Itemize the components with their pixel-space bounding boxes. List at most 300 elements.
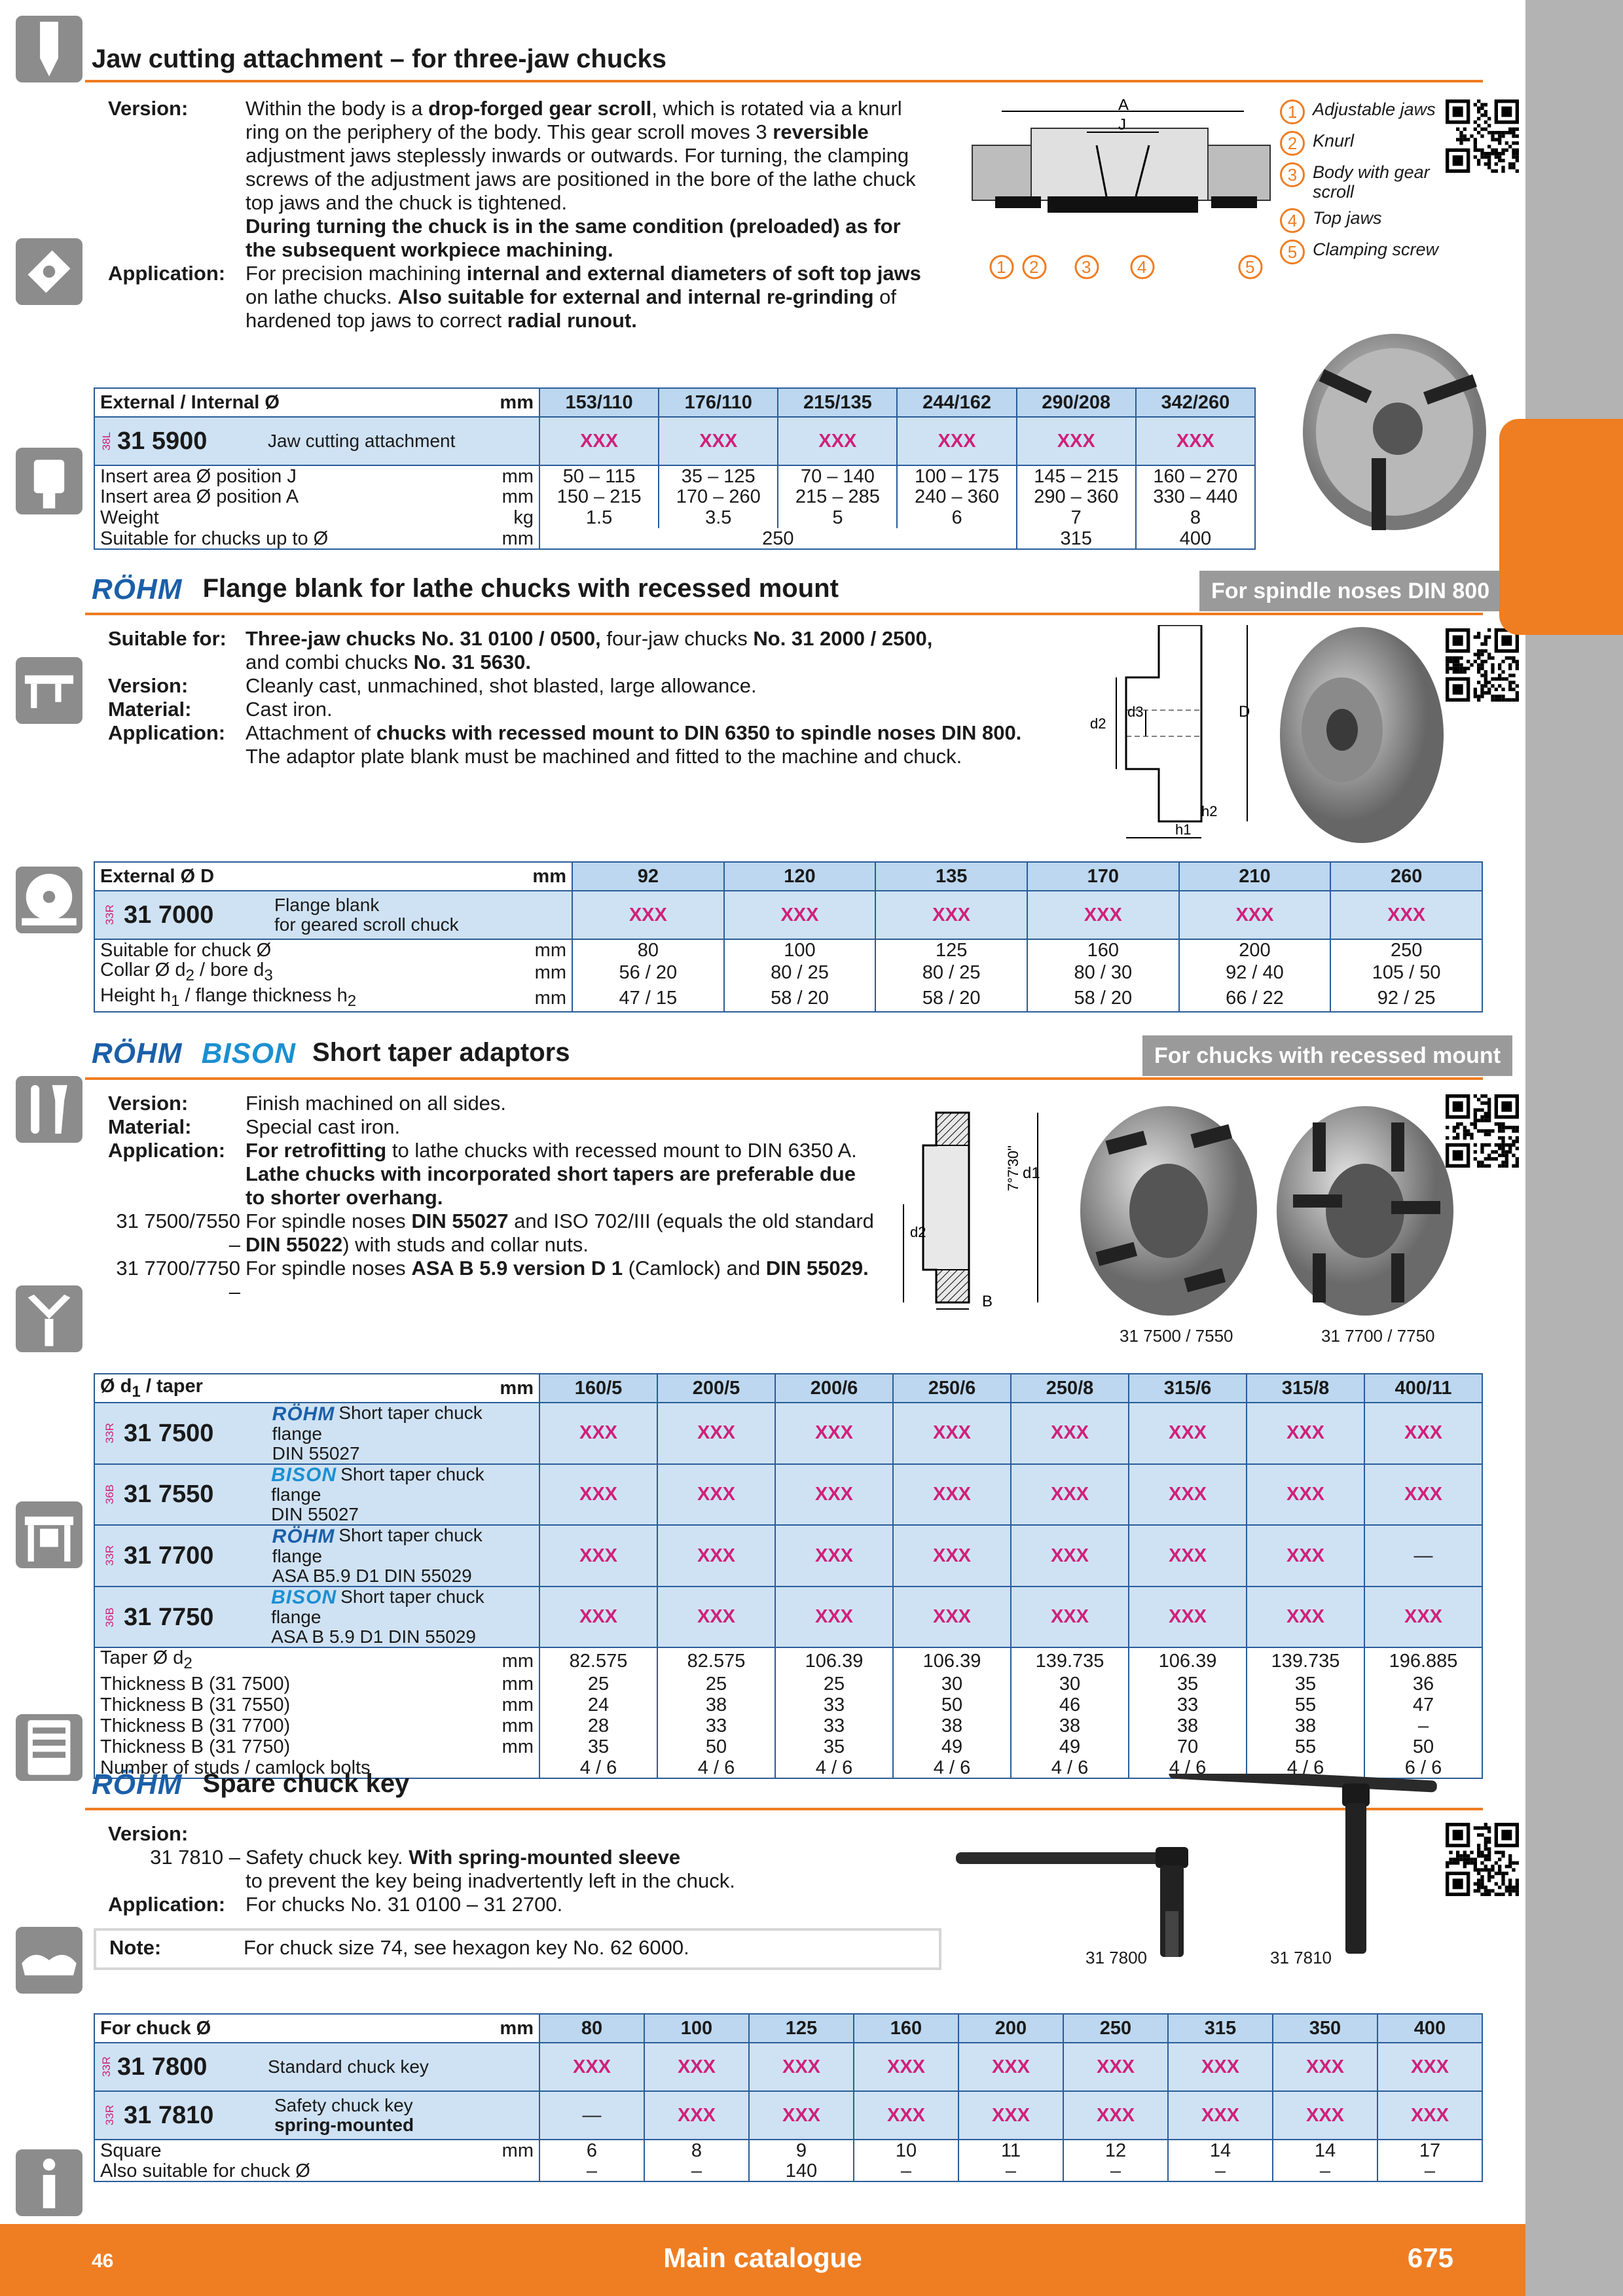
price-cell: XXX bbox=[644, 2091, 749, 2140]
chapter-tab-9[interactable] bbox=[13, 1712, 85, 1869]
short-taper-photo-7700 bbox=[1267, 1096, 1457, 1319]
spec-value: 47 / 15 bbox=[572, 986, 724, 1012]
header-unit: mm bbox=[461, 388, 539, 417]
price-cell: XXX bbox=[657, 1525, 775, 1587]
desc-row bbox=[108, 1257, 874, 1304]
spec-value: 70 – 140 bbox=[778, 465, 897, 486]
header-col: 153/110 bbox=[539, 388, 659, 417]
spec-value: 170 – 260 bbox=[659, 486, 778, 507]
header-col: 244/162 bbox=[897, 388, 1016, 417]
price-cell: XXX bbox=[539, 1587, 657, 1648]
section3-tag: For chucks with recessed mount bbox=[1142, 1035, 1512, 1076]
spec-value: 82.575 bbox=[539, 1647, 657, 1674]
chapter-sidebar bbox=[1525, 0, 1623, 2296]
price-cell: XXX bbox=[1063, 2043, 1168, 2091]
legend-text: Top jaws bbox=[1313, 208, 1382, 228]
spec-value: 14 bbox=[1273, 2140, 1377, 2161]
price-cell: XXX bbox=[1168, 2043, 1273, 2091]
price-cell: XXX bbox=[1129, 1587, 1247, 1648]
spec-value: 200 bbox=[1179, 939, 1331, 960]
qr-code-icon bbox=[1446, 1094, 1519, 1168]
article-row bbox=[94, 1587, 1482, 1648]
spec-value: – bbox=[539, 2161, 644, 2181]
chapter-tab-2[interactable] bbox=[13, 236, 85, 393]
chapter-tab-i[interactable] bbox=[13, 2147, 85, 2219]
price-cell: XXX bbox=[1011, 1403, 1129, 1464]
section4-title-text: Spare chuck key bbox=[202, 1768, 410, 1798]
desc-row bbox=[108, 97, 926, 262]
desc-row bbox=[108, 1210, 874, 1257]
price-cell: XXX bbox=[1168, 2091, 1273, 2140]
spec-value: 66 / 22 bbox=[1179, 986, 1331, 1012]
spec-value: 35 bbox=[1129, 1674, 1247, 1695]
desc-label: Application: bbox=[108, 721, 226, 744]
spec-value: 46 bbox=[1011, 1695, 1129, 1715]
drawing-label-D: D bbox=[1239, 703, 1250, 721]
section2-title-text: Flange blank for lathe chucks with recessed mount bbox=[202, 573, 839, 603]
drawing-label-angle: 7°7'30" bbox=[1005, 1145, 1021, 1191]
spec-value: 35 bbox=[775, 1736, 893, 1757]
header-col: 200 bbox=[958, 2014, 1063, 2043]
chapter-number: 9 bbox=[31, 1789, 67, 1863]
spec-value: 38 bbox=[1011, 1715, 1129, 1736]
article-row bbox=[94, 1525, 1482, 1587]
spec-unit: mm bbox=[461, 465, 539, 486]
spec-value: 35 bbox=[1247, 1674, 1364, 1695]
header-col: 92 bbox=[572, 862, 724, 891]
drawing-label-d3: d3 bbox=[1127, 704, 1144, 720]
spec-value: 58 / 20 bbox=[875, 986, 1027, 1012]
spec-value: 38 bbox=[1129, 1715, 1247, 1736]
drawing-num-2: 2 bbox=[1029, 257, 1039, 277]
spec-row bbox=[94, 507, 1255, 528]
spec-value: 4 / 6 bbox=[1247, 1757, 1364, 1778]
spec-row bbox=[94, 986, 1482, 1012]
chapter-tab-6[interactable] bbox=[13, 1073, 85, 1230]
price-cell: XXX bbox=[1273, 2091, 1377, 2140]
chapter-number: 4 bbox=[31, 732, 67, 806]
header-col: 290/208 bbox=[1017, 388, 1136, 417]
spec-value: 49 bbox=[1011, 1736, 1129, 1757]
spec-value: 9 bbox=[749, 2140, 854, 2161]
desc-text: For spindle noses DIN 55027 and ISO 702/III (equals the old standard DIN 55022) with studs and collar nuts. bbox=[246, 1210, 874, 1256]
flange-blank-photo bbox=[1270, 619, 1447, 848]
chapter-tab-4[interactable] bbox=[13, 655, 85, 812]
price-cell: XXX bbox=[958, 2091, 1063, 2140]
chapter-number: 0 bbox=[31, 2002, 67, 2075]
spec-label: Insert area Ø position J bbox=[94, 465, 461, 486]
spec-value: 330 – 440 bbox=[1136, 486, 1255, 507]
desc-label: Version: bbox=[108, 97, 189, 120]
chapter-tab-1[interactable] bbox=[13, 13, 85, 170]
price-cell: XXX bbox=[1364, 1403, 1482, 1464]
spec-value: 58 / 20 bbox=[1027, 986, 1179, 1012]
spec-value: 30 bbox=[1011, 1674, 1129, 1695]
caption-317800: 31 7800 bbox=[1085, 1948, 1147, 1967]
spec-value: 36 bbox=[1364, 1674, 1482, 1695]
article-label: 36B 31 7550 BISON Short taper chuck flange DIN 55027 bbox=[94, 1464, 539, 1526]
spec-value: 105 / 50 bbox=[1330, 960, 1482, 986]
note-label: Note: bbox=[109, 1936, 162, 1959]
drawing-label-j: J bbox=[1118, 116, 1126, 134]
header-label: External / Internal Ø bbox=[94, 388, 461, 417]
header-col: 400/11 bbox=[1364, 1374, 1482, 1403]
safety-glasses-icon bbox=[13, 1924, 85, 1996]
spec-row bbox=[94, 1736, 1482, 1757]
spec-label: Weight bbox=[94, 507, 461, 528]
price-cell: XXX bbox=[893, 1403, 1011, 1464]
price-cell: XXX bbox=[1364, 1587, 1482, 1648]
legend-text: Clamping screw bbox=[1313, 240, 1439, 259]
header-col: 125 bbox=[749, 2014, 854, 2043]
header-unit: mm bbox=[461, 2014, 539, 2043]
spec-value: – bbox=[1168, 2161, 1273, 2181]
spec-unit bbox=[461, 2161, 539, 2181]
price-cell: XXX bbox=[1247, 1464, 1364, 1526]
spec-row bbox=[94, 1715, 1482, 1736]
desc-text: Cleanly cast, unmachined, shot blasted, large allowance. bbox=[246, 674, 757, 697]
article-label: 36B 31 7750 BISON Short taper chuck flange ASA B 5.9 D1 DIN 55029 bbox=[94, 1587, 539, 1648]
pliers-icon bbox=[13, 1283, 85, 1355]
legend-item bbox=[1280, 162, 1457, 202]
caption-317700: 31 7700 / 7750 bbox=[1321, 1326, 1435, 1346]
price-cell: XXX bbox=[657, 1587, 775, 1648]
spec-label: Thickness B (31 7500) bbox=[94, 1674, 461, 1695]
header-col: 260 bbox=[1330, 862, 1482, 891]
spec-unit: mm bbox=[461, 1674, 539, 1695]
desc-label: Material: bbox=[108, 698, 192, 721]
chuck-key-table bbox=[94, 2013, 1483, 2182]
drawing-num-4: 4 bbox=[1137, 257, 1147, 277]
spec-value: 17 bbox=[1377, 2140, 1482, 2161]
spec-value: – bbox=[1377, 2161, 1482, 2181]
spec-value: 139.735 bbox=[1011, 1647, 1129, 1674]
spec-row bbox=[94, 486, 1255, 507]
qr-code-4[interactable] bbox=[1446, 1823, 1519, 1896]
spec-value: 250 bbox=[539, 528, 1017, 549]
price-cell: XXX bbox=[1011, 1587, 1129, 1648]
caption-317810: 31 7810 bbox=[1270, 1948, 1332, 1967]
desc-label: 31 7700/7750 – bbox=[116, 1257, 240, 1303]
section4-description bbox=[108, 1822, 926, 1916]
spec-unit: mm bbox=[461, 2140, 539, 2161]
drawing-label-d2: d2 bbox=[910, 1224, 926, 1240]
spec-label: Also suitable for chuck Ø bbox=[94, 2161, 461, 2181]
chapter-tab-7[interactable] bbox=[13, 1283, 85, 1440]
price-cell: XXX bbox=[1247, 1525, 1364, 1587]
spec-value: 4 / 6 bbox=[775, 1757, 893, 1778]
desc-row bbox=[108, 1822, 926, 1846]
legend-text: Body with gear scroll bbox=[1313, 162, 1430, 202]
qr-code-2[interactable] bbox=[1446, 628, 1519, 702]
chapter-tab-0[interactable] bbox=[13, 1924, 85, 2081]
qr-code-3[interactable] bbox=[1446, 1094, 1519, 1168]
desc-text bbox=[246, 1822, 926, 1846]
spec-value: 106.39 bbox=[1129, 1647, 1247, 1674]
spec-unit bbox=[461, 1757, 539, 1778]
price-cell: XXX bbox=[854, 2043, 958, 2091]
header-col: 135 bbox=[875, 862, 1027, 891]
spec-value: 56 / 20 bbox=[572, 960, 724, 986]
price-cell: XXX bbox=[897, 417, 1016, 465]
desc-text: Cast iron. bbox=[246, 698, 333, 721]
drawing-label-b: B bbox=[982, 1293, 993, 1310]
price-cell: XXX bbox=[1063, 2091, 1168, 2140]
spec-value: 4 / 6 bbox=[1129, 1757, 1247, 1778]
desc-row bbox=[108, 674, 1090, 698]
spec-unit: mm bbox=[461, 1695, 539, 1715]
desc-label: Material: bbox=[108, 1115, 192, 1138]
desc-label: Application: bbox=[108, 1139, 226, 1162]
legend-number: 1 bbox=[1280, 99, 1305, 124]
spec-unit: mm bbox=[494, 960, 572, 986]
section3-rule bbox=[85, 1077, 1483, 1080]
price-cell: XXX bbox=[893, 1464, 1011, 1526]
price-cell: XXX bbox=[958, 2043, 1063, 2091]
spec-value: 250 bbox=[1330, 939, 1482, 960]
price-cell: XXX bbox=[539, 417, 659, 465]
price-cell: XXX bbox=[539, 2043, 644, 2091]
section4-title bbox=[92, 1768, 409, 1801]
price-cell: XXX bbox=[1129, 1525, 1247, 1587]
chapter-number: 5 bbox=[31, 942, 67, 1015]
insert-icon bbox=[13, 236, 85, 308]
spec-value: 25 bbox=[657, 1674, 775, 1695]
spec-unit: mm bbox=[461, 486, 539, 507]
qr-code-1[interactable] bbox=[1446, 99, 1519, 173]
desc-text: For spindle noses ASA B 5.9 version D 1 (Camlock) and DIN 55029. bbox=[246, 1257, 869, 1280]
header-col: 250 bbox=[1063, 2014, 1168, 2043]
desc-row bbox=[108, 721, 1090, 768]
chapter-tab-8[interactable] bbox=[13, 1499, 85, 1656]
spec-value: 30 bbox=[893, 1674, 1011, 1695]
price-cell: XXX bbox=[1247, 1587, 1364, 1648]
spec-value: 58 / 20 bbox=[724, 986, 876, 1012]
spec-value: 6 bbox=[539, 2140, 644, 2161]
legend-item bbox=[1280, 240, 1457, 264]
page-number-left: 46 bbox=[92, 2250, 114, 2272]
chuck-icon bbox=[13, 445, 85, 517]
spec-value: 50 bbox=[657, 1736, 775, 1757]
price-cell: XXX bbox=[644, 2043, 749, 2091]
price-cell: XXX bbox=[875, 891, 1027, 939]
price-cell: XXX bbox=[893, 1587, 1011, 1648]
caliper-icon bbox=[13, 655, 85, 726]
desc-label: Version: bbox=[108, 1822, 189, 1845]
price-cell: XXX bbox=[749, 2043, 854, 2091]
price-cell: XXX bbox=[775, 1587, 893, 1648]
section2-rule bbox=[85, 613, 1483, 615]
header-col: 200/5 bbox=[657, 1374, 775, 1403]
legend-number: 2 bbox=[1280, 131, 1305, 156]
spec-row bbox=[94, 960, 1482, 986]
rohm-logo: RÖHM bbox=[92, 1037, 183, 1069]
spec-value: 5 bbox=[778, 507, 897, 528]
spec-label: Number of studs / camlock bolts bbox=[94, 1757, 461, 1778]
spec-value: – bbox=[1273, 2161, 1377, 2181]
spec-value: 47 bbox=[1364, 1695, 1482, 1715]
header-col: 250/6 bbox=[893, 1374, 1011, 1403]
spec-value: 11 bbox=[958, 2140, 1063, 2161]
qr-code-icon bbox=[1446, 1823, 1519, 1896]
spec-value: 33 bbox=[775, 1715, 893, 1736]
spec-value: 400 bbox=[1136, 528, 1255, 549]
spec-label: Suitable for chuck Ø bbox=[94, 939, 494, 960]
article-label: 38L 31 5900 Jaw cutting attachment bbox=[94, 417, 539, 465]
drawing-label-a: A bbox=[1118, 98, 1129, 114]
article-label: 33R 31 7800 Standard chuck key bbox=[94, 2043, 539, 2091]
short-taper-table bbox=[94, 1373, 1483, 1779]
chapter-number: 8 bbox=[31, 1577, 67, 1650]
article-row bbox=[94, 2091, 1482, 2140]
spec-value: 4 / 6 bbox=[893, 1757, 1011, 1778]
chapter-tab-3[interactable] bbox=[13, 445, 85, 602]
price-cell: XXX bbox=[1027, 891, 1179, 939]
drawing-label-h1: h1 bbox=[1175, 821, 1192, 838]
header-col: 342/260 bbox=[1136, 388, 1255, 417]
jaw-cutting-legend bbox=[1280, 99, 1457, 271]
spec-value: 38 bbox=[1247, 1715, 1364, 1736]
article-label: 33R 31 7810 Safety chuck key spring-mounted bbox=[94, 2091, 539, 2140]
price-cell: XXX bbox=[775, 1525, 893, 1587]
spec-value: 6 bbox=[897, 507, 1016, 528]
spec-value: 3.5 bbox=[659, 507, 778, 528]
table-header-row bbox=[94, 862, 1482, 891]
desc-text: For retrofitting to lathe chucks with recessed mount to DIN 6350 A. Lathe chucks with incorporated short tapers are preferable due to shorter overhang. bbox=[246, 1139, 857, 1209]
jaw-cutting-drawing bbox=[969, 98, 1277, 281]
spec-value: 6 / 6 bbox=[1364, 1757, 1482, 1778]
price-cell: XXX bbox=[1011, 1525, 1129, 1587]
spec-value: 7 bbox=[1017, 507, 1136, 528]
note-box bbox=[94, 1928, 941, 1970]
spec-value: 100 – 175 bbox=[897, 465, 1016, 486]
header-unit: mm bbox=[461, 1374, 539, 1403]
desc-row bbox=[108, 1092, 874, 1115]
desc-row bbox=[108, 1115, 874, 1139]
desc-label: 31 7810 – bbox=[150, 1846, 240, 1869]
spec-value: 50 – 115 bbox=[539, 465, 659, 486]
price-cell: XXX bbox=[1364, 1464, 1482, 1526]
section2-title bbox=[92, 573, 839, 606]
price-cell: XXX bbox=[1377, 2043, 1482, 2091]
price-cell: XXX bbox=[724, 891, 876, 939]
page-footer bbox=[0, 2224, 1525, 2296]
cabinet-icon bbox=[13, 1712, 85, 1784]
spec-row bbox=[94, 465, 1255, 486]
drawing-label-d1: d1 bbox=[1023, 1164, 1040, 1182]
spec-row bbox=[94, 528, 1255, 549]
legend-number: 5 bbox=[1280, 240, 1305, 264]
header-unit: mm bbox=[494, 862, 572, 891]
price-cell: XXX bbox=[1330, 891, 1482, 939]
chapter-number: 6 bbox=[31, 1151, 67, 1225]
spec-value: 106.39 bbox=[775, 1647, 893, 1674]
table-header-row bbox=[94, 1374, 1482, 1403]
spec-value: 4 / 6 bbox=[539, 1757, 657, 1778]
drawing-num-5: 5 bbox=[1245, 257, 1255, 277]
desc-text: Special cast iron. bbox=[246, 1115, 401, 1138]
header-col: 120 bbox=[724, 862, 876, 891]
price-cell: XXX bbox=[539, 1525, 657, 1587]
spec-label: Insert area Ø position A bbox=[94, 486, 461, 507]
spec-unit: kg bbox=[461, 507, 539, 528]
spec-row bbox=[94, 1695, 1482, 1715]
header-col: 350 bbox=[1273, 2014, 1377, 2043]
spec-value: – bbox=[1364, 1715, 1482, 1736]
spec-unit: mm bbox=[494, 986, 572, 1012]
grinding-disc-icon bbox=[13, 864, 85, 936]
price-cell: XXX bbox=[1011, 1464, 1129, 1526]
desc-text: Three-jaw chucks No. 31 0100 / 0500, four-jaw chucks No. 31 2000 / 2500, and combi chucks No. 31 5630. bbox=[246, 627, 933, 673]
chuck-key-photo bbox=[956, 1774, 1440, 1970]
spec-value: 70 bbox=[1129, 1736, 1247, 1757]
header-col: 100 bbox=[644, 2014, 749, 2043]
chapter-number: 3 bbox=[31, 523, 67, 596]
header-label: External Ø D bbox=[94, 862, 494, 891]
article-label: 33R 31 7000 Flange blank for geared scroll chuck bbox=[94, 891, 572, 939]
rohm-logo: RÖHM bbox=[92, 573, 183, 605]
note-text: For chuck size 74, see hexagon key No. 62 6000. bbox=[244, 1936, 689, 1959]
section1-description bbox=[108, 97, 926, 332]
rohm-logo: RÖHM bbox=[92, 1768, 183, 1801]
header-col: 215/135 bbox=[778, 388, 897, 417]
spec-label: Suitable for chucks up to Ø bbox=[94, 528, 461, 549]
spec-value: 80 bbox=[572, 939, 724, 960]
header-col: 315 bbox=[1168, 2014, 1273, 2043]
desc-text: Attachment of chucks with recessed mount to DIN 6350 to spindle noses DIN 800. The adaptor plate blank must be machined and fitted to the machine and chuck. bbox=[246, 721, 1022, 768]
spec-value: 125 bbox=[875, 939, 1027, 960]
chapter-tab-5[interactable] bbox=[13, 864, 85, 1021]
spec-value: 1.5 bbox=[539, 507, 659, 528]
price-cell: XXX bbox=[854, 2091, 958, 2140]
price-cell: XXX bbox=[893, 1525, 1011, 1587]
desc-text: For precision machining internal and external diameters of soft top jaws on lathe chucks. Also suitable for external and internal re-grinding of hardened top jaws to correct radial runout. bbox=[246, 262, 921, 332]
jaw-cutting-photo bbox=[1300, 308, 1489, 543]
section1-title: Jaw cutting attachment – for three-jaw chucks bbox=[92, 45, 666, 73]
spec-value: 55 bbox=[1247, 1695, 1364, 1715]
section3-description bbox=[108, 1092, 874, 1304]
page-number-right: 675 bbox=[1407, 2242, 1453, 2273]
qr-code-icon bbox=[1446, 628, 1519, 702]
flange-blank-table bbox=[94, 861, 1483, 1013]
spec-value: 38 bbox=[893, 1715, 1011, 1736]
header-col: 170 bbox=[1027, 862, 1179, 891]
price-cell: XXX bbox=[1017, 417, 1136, 465]
desc-text: For chucks No. 31 0100 – 31 2700. bbox=[246, 1893, 563, 1916]
legend-item bbox=[1280, 131, 1457, 156]
price-cell: — bbox=[539, 2091, 644, 2140]
desc-row bbox=[108, 1893, 926, 1916]
legend-number: 3 bbox=[1280, 162, 1305, 187]
section2-description bbox=[108, 627, 1090, 768]
legend-item bbox=[1280, 208, 1457, 233]
legend-item bbox=[1280, 99, 1457, 124]
spec-value: 55 bbox=[1247, 1736, 1364, 1757]
section2-tag: For spindle noses DIN 800 bbox=[1199, 571, 1501, 611]
spec-unit: mm bbox=[461, 1715, 539, 1736]
price-cell: XXX bbox=[1247, 1403, 1364, 1464]
spec-value: 145 – 215 bbox=[1017, 465, 1136, 486]
spec-value: 25 bbox=[539, 1674, 657, 1695]
spec-value: 50 bbox=[1364, 1736, 1482, 1757]
spec-row bbox=[94, 2161, 1482, 2181]
header-col: 315/8 bbox=[1247, 1374, 1364, 1403]
section1-rule bbox=[85, 80, 1483, 82]
spec-value: 4 / 6 bbox=[1011, 1757, 1129, 1778]
price-cell: XXX bbox=[778, 417, 897, 465]
spec-value: 82.575 bbox=[657, 1647, 775, 1674]
spec-value: 28 bbox=[539, 1715, 657, 1736]
